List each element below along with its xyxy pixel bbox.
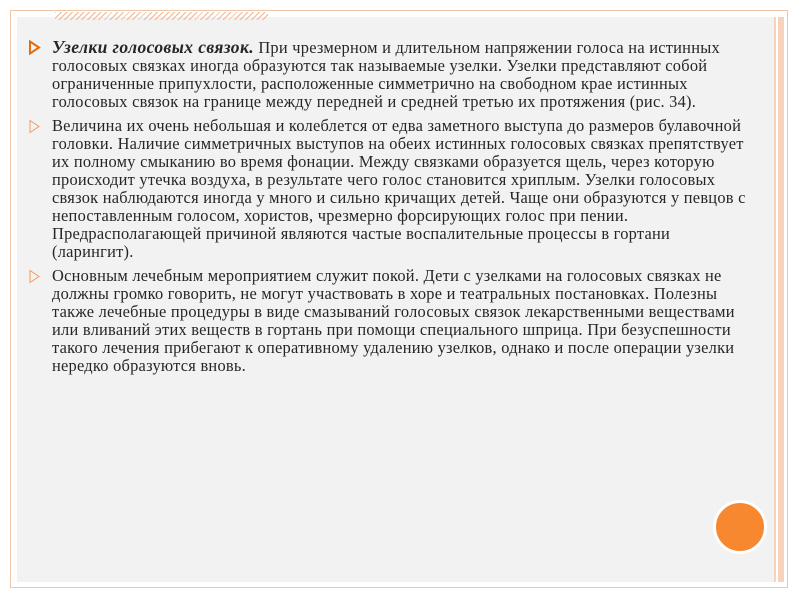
diamond-bullet-icon	[28, 40, 42, 56]
paragraph-2	[28, 117, 750, 261]
decorative-circle	[713, 500, 767, 554]
paragraph-1-lead: Узелки голосовых связок.	[52, 37, 254, 57]
paragraph-1	[28, 38, 750, 111]
side-accent-line	[776, 17, 778, 582]
paragraph-1-text: При чрезмерном и длительном напряжении голоса на истинных голосовых связках иногда образуются так называемые узелки. Узелки представляют собой ограниченные припухлости, расположенные симметрично на свободном крае истинных голосовых связок на границе между передней и средней третью их протяжения (рис. 34).	[52, 38, 720, 111]
paragraph-3-text: Основным лечебным мероприятием служит покой. Дети с узелками на голосовых связках не должны громко говорить, не могут участвовать в хоре и театральных постановках. Полезны также лечебные процедуры в виде смазываний голосовых связок лекарственными веществами или вливаний этих веществ в гортань при помощи специального шприца. При безуспешности такого лечения прибегают к оперативному удалению узелков, однако и после операции узелки нередко образуются вновь.	[52, 266, 735, 375]
decorative-hatch-bar	[55, 12, 268, 20]
paragraph-2-text: Величина их очень небольшая и колеблется от едва заметного выступа до размеров булавочной головки. Наличие симметричных выступов на обеих истинных голосовых связках препятствует их полному смыканию во время фонации. Между связками образуется щель, через которую происходит утечка воздуха, в результате чего голос становится хриплым. Узелки голосовых связок наблюдаются иногда у много и сильно кричащих детей. Чаще они образуются у певцов с непоставленным голосом, хористов, чрезмерно форсирующих голос при пении. Предрасполагающей причиной являются частые воспалительные процессы в гортани (ларингит).	[52, 116, 746, 261]
diamond-bullet-icon	[28, 119, 42, 135]
paragraph-3	[28, 267, 750, 375]
body-text	[28, 38, 750, 381]
diamond-bullet-icon	[28, 269, 42, 285]
